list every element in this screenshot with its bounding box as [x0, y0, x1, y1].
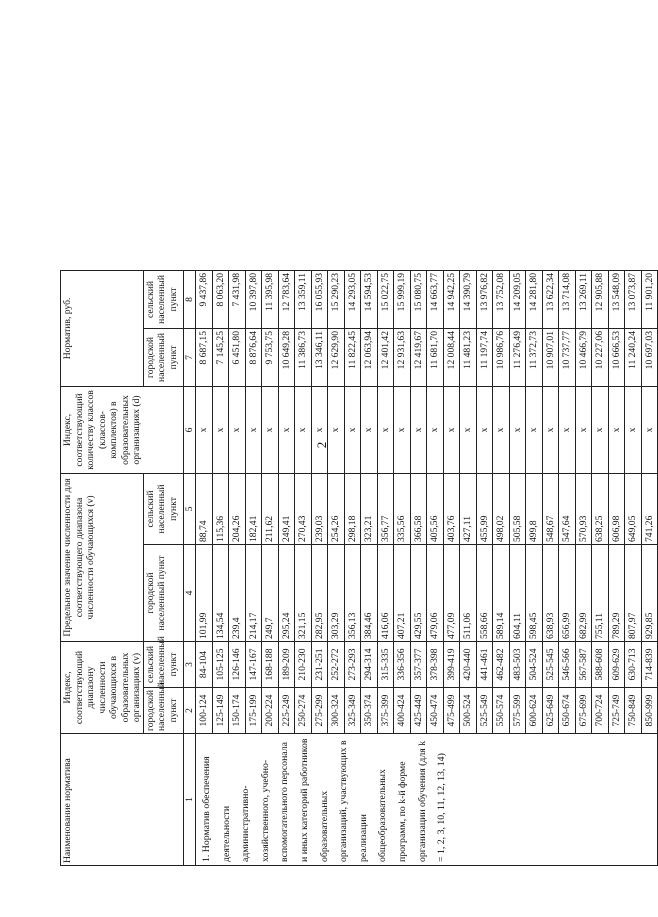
- rural-limit-cell: 499,8: [526, 473, 543, 544]
- norm-name-cell: 1. Норматив обеспечения деятельности административно-хозяйственного, учебно-вспомогательного персонала и иных категорий работников образовательных организаций, участвующих в реализации общеобразовательных программ, по k-й форме организации обучения (для k = 1, 2, 3, 10, 11, 12, 13, 14): [196, 734, 658, 866]
- city-norm-cell: 8 687,15: [196, 328, 213, 386]
- city-range-cell: 375-399: [377, 688, 394, 734]
- city-range-cell: 575-599: [509, 688, 526, 734]
- rural-norm-cell: 13 976,82: [476, 270, 493, 328]
- header-index-d: Индекс, соответствующий количеству классов (классов-комплектов) в образовательных организациях (d): [61, 386, 184, 473]
- rural-norm-cell: 14 293,05: [344, 270, 361, 328]
- city-norm-cell: 11 481,23: [460, 328, 477, 386]
- col-number: 6: [183, 386, 196, 473]
- rural-limit-cell: 403,76: [443, 473, 460, 544]
- city-range-cell: 350-374: [361, 688, 378, 734]
- city-range-cell: 675-699: [575, 688, 592, 734]
- rural-limit-cell: 204,26: [229, 473, 246, 544]
- city-norm-cell: 6 451,80: [229, 328, 246, 386]
- rural-range-cell: 273-293: [344, 641, 361, 687]
- rural-limit-cell: 323,21: [361, 473, 378, 544]
- city-range-cell: 150-174: [229, 688, 246, 734]
- city-limit-cell: 589,14: [493, 544, 510, 641]
- city-limit-cell: 356,13: [344, 544, 361, 641]
- rural-range-cell: 525-545: [542, 641, 559, 687]
- rural-range-cell: 189-209: [278, 641, 295, 687]
- city-limit-cell: 789,29: [608, 544, 625, 641]
- city-limit-cell: 638,93: [542, 544, 559, 641]
- city-limit-cell: 384,46: [361, 544, 378, 641]
- city-limit-cell: 755,11: [592, 544, 609, 641]
- rural-norm-cell: 13 752,08: [493, 270, 510, 328]
- index-d-cell: x: [542, 386, 559, 473]
- rural-norm-cell: 14 942,25: [443, 270, 460, 328]
- city-norm-cell: 12 629,90: [328, 328, 345, 386]
- rural-limit-cell: 570,93: [575, 473, 592, 544]
- rural-range-cell: 231-251: [311, 641, 328, 687]
- city-limit-cell: 134,54: [212, 544, 229, 641]
- rural-range-cell: 84-104: [196, 641, 213, 687]
- city-norm-cell: 11 372,73: [526, 328, 543, 386]
- rural-limit-cell: 211,62: [262, 473, 279, 544]
- city-range-cell: 300-324: [328, 688, 345, 734]
- city-limit-cell: 477,09: [443, 544, 460, 641]
- header-city: городской населенный пункт: [143, 688, 183, 734]
- rural-norm-cell: 14 209,05: [509, 270, 526, 328]
- city-range-cell: 250-274: [295, 688, 312, 734]
- index-d-cell: x: [410, 386, 427, 473]
- city-limit-cell: 656,99: [559, 544, 576, 641]
- col-number: 7: [183, 328, 196, 386]
- rural-norm-cell: 12 905,88: [592, 270, 609, 328]
- rural-limit-cell: 638,25: [592, 473, 609, 544]
- rural-range-cell: 420-440: [460, 641, 477, 687]
- rural-norm-cell: 15 290,23: [328, 270, 345, 328]
- rural-norm-cell: 12 783,64: [278, 270, 295, 328]
- index-d-cell: x: [608, 386, 625, 473]
- rural-norm-cell: 11 395,98: [262, 270, 279, 328]
- rural-limit-cell: 115,36: [212, 473, 229, 544]
- rural-limit-cell: 335,56: [394, 473, 411, 544]
- rural-limit-cell: 270,43: [295, 473, 312, 544]
- city-range-cell: 400-424: [394, 688, 411, 734]
- city-norm-cell: 12 008,44: [443, 328, 460, 386]
- city-range-cell: 700-724: [592, 688, 609, 734]
- rural-range-cell: 483-503: [509, 641, 526, 687]
- rural-range-cell: 357-377: [410, 641, 427, 687]
- rural-norm-cell: 14 663,77: [427, 270, 444, 328]
- header-city-norm: городской населенный пункт: [143, 328, 183, 386]
- index-d-cell: x: [526, 386, 543, 473]
- city-norm-cell: 12 401,42: [377, 328, 394, 386]
- rural-norm-cell: 11 901,20: [641, 270, 658, 328]
- city-norm-cell: 11 197,74: [476, 328, 493, 386]
- city-limit-cell: 682,99: [575, 544, 592, 641]
- rotated-table-container: [60, 58, 655, 866]
- city-range-cell: 125-149: [212, 688, 229, 734]
- city-range-cell: 850-999: [641, 688, 658, 734]
- index-d-cell: x: [344, 386, 361, 473]
- rural-limit-cell: 741,26: [641, 473, 658, 544]
- header-limit-v: Предельное значение численности для соответствующего диапазона численности обучающихся (v): [61, 473, 144, 641]
- rural-limit-cell: 427,11: [460, 473, 477, 544]
- city-limit-cell: 303,29: [328, 544, 345, 641]
- city-range-cell: 325-349: [344, 688, 361, 734]
- city-norm-cell: 10 907,01: [542, 328, 559, 386]
- rural-limit-cell: 366,58: [410, 473, 427, 544]
- city-limit-cell: 295,24: [278, 544, 295, 641]
- city-limit-cell: 558,66: [476, 544, 493, 641]
- index-d-cell: x: [377, 386, 394, 473]
- index-d-cell: x: [641, 386, 658, 473]
- city-range-cell: 525-549: [476, 688, 493, 734]
- index-d-cell: x: [245, 386, 262, 473]
- rural-limit-cell: 249,41: [278, 473, 295, 544]
- rural-range-cell: 546-566: [559, 641, 576, 687]
- rural-range-cell: 378-398: [427, 641, 444, 687]
- index-d-cell: x: [361, 386, 378, 473]
- city-norm-cell: 11 822,45: [344, 328, 361, 386]
- city-norm-cell: 10 227,06: [592, 328, 609, 386]
- city-norm-cell: 10 737,77: [559, 328, 576, 386]
- rural-range-cell: 567-587: [575, 641, 592, 687]
- rural-range-cell: 441-461: [476, 641, 493, 687]
- rural-range-cell: 609-629: [608, 641, 625, 687]
- col-number: 1: [183, 734, 196, 866]
- city-norm-cell: 11 386,73: [295, 328, 312, 386]
- city-limit-cell: 407,21: [394, 544, 411, 641]
- rural-norm-cell: 7 431,98: [229, 270, 246, 328]
- rural-limit-cell: 405,56: [427, 473, 444, 544]
- index-d-cell: x: [229, 386, 246, 473]
- rural-limit-cell: 182,41: [245, 473, 262, 544]
- index-d-cell: x: [328, 386, 345, 473]
- city-limit-cell: 249,7: [262, 544, 279, 641]
- rural-norm-cell: 9 437,86: [196, 270, 213, 328]
- index-d-cell: x: [311, 386, 328, 473]
- index-d-cell: x: [460, 386, 477, 473]
- city-limit-cell: 598,45: [526, 544, 543, 641]
- col-number: 8: [183, 270, 196, 328]
- rural-norm-cell: 15 080,75: [410, 270, 427, 328]
- table-row: [196, 57, 213, 865]
- city-norm-cell: 10 649,28: [278, 328, 295, 386]
- city-limit-cell: 239,4: [229, 544, 246, 641]
- rural-limit-cell: 88,74: [196, 473, 213, 544]
- rural-range-cell: 315-335: [377, 641, 394, 687]
- city-range-cell: 650-674: [559, 688, 576, 734]
- rural-norm-cell: 14 390,79: [460, 270, 477, 328]
- city-limit-cell: 282,95: [311, 544, 328, 641]
- rural-norm-cell: 13 073,87: [625, 270, 642, 328]
- rural-range-cell: 126-146: [229, 641, 246, 687]
- rural-range-cell: 504-524: [526, 641, 543, 687]
- rural-limit-cell: 455,99: [476, 473, 493, 544]
- rural-range-cell: 714-839: [641, 641, 658, 687]
- rural-range-cell: 105-125: [212, 641, 229, 687]
- rural-limit-cell: 649,05: [625, 473, 642, 544]
- index-d-cell: x: [394, 386, 411, 473]
- rural-limit-cell: 498,02: [493, 473, 510, 544]
- rural-range-cell: 294-314: [361, 641, 378, 687]
- index-d-cell: x: [493, 386, 510, 473]
- city-limit-cell: 929,85: [641, 544, 658, 641]
- col-number: 3: [183, 641, 196, 687]
- rural-limit-cell: 356,77: [377, 473, 394, 544]
- header-rural: сельский населенный пункт: [143, 641, 183, 687]
- index-d-cell: x: [212, 386, 229, 473]
- city-norm-cell: 12 419,67: [410, 328, 427, 386]
- rural-norm-cell: 13 622,34: [542, 270, 559, 328]
- city-range-cell: 425-449: [410, 688, 427, 734]
- city-limit-cell: 429,55: [410, 544, 427, 641]
- rural-limit-cell: 239,03: [311, 473, 328, 544]
- rural-norm-cell: 13 269,11: [575, 270, 592, 328]
- index-d-cell: x: [295, 386, 312, 473]
- rural-limit-cell: 254,26: [328, 473, 345, 544]
- index-d-cell: x: [625, 386, 642, 473]
- city-range-cell: 725-749: [608, 688, 625, 734]
- index-d-cell: x: [262, 386, 279, 473]
- city-limit-cell: 214,17: [245, 544, 262, 641]
- index-d-cell: x: [278, 386, 295, 473]
- index-d-cell: x: [427, 386, 444, 473]
- city-norm-cell: 13 346,11: [311, 328, 328, 386]
- table-body: [196, 57, 658, 865]
- normative-table: [60, 57, 658, 866]
- city-norm-cell: 11 276,49: [509, 328, 526, 386]
- rural-limit-cell: 548,67: [542, 473, 559, 544]
- rural-range-cell: 168-188: [262, 641, 279, 687]
- rural-norm-cell: 10 397,80: [245, 270, 262, 328]
- city-range-cell: 550-574: [493, 688, 510, 734]
- city-range-cell: 100-124: [196, 688, 213, 734]
- rural-norm-cell: 13 359,11: [295, 270, 312, 328]
- rural-range-cell: 336-356: [394, 641, 411, 687]
- rural-norm-cell: 15 999,19: [394, 270, 411, 328]
- rural-range-cell: 630-713: [625, 641, 642, 687]
- header-city-limit: городской населенный пункт: [143, 544, 183, 641]
- rural-norm-cell: 14 594,53: [361, 270, 378, 328]
- city-norm-cell: 10 986,76: [493, 328, 510, 386]
- city-norm-cell: 11 240,24: [625, 328, 642, 386]
- col-number: 4: [183, 544, 196, 641]
- city-limit-cell: 511,06: [460, 544, 477, 641]
- city-limit-cell: 416,06: [377, 544, 394, 641]
- city-norm-cell: 10 697,03: [641, 328, 658, 386]
- city-norm-cell: 7 145,25: [212, 328, 229, 386]
- city-limit-cell: 321,15: [295, 544, 312, 641]
- index-d-cell: x: [559, 386, 576, 473]
- city-norm-cell: 10 466,79: [575, 328, 592, 386]
- rural-limit-cell: 547,64: [559, 473, 576, 544]
- city-norm-cell: 8 876,64: [245, 328, 262, 386]
- city-norm-cell: 12 931,63: [394, 328, 411, 386]
- city-norm-cell: 12 063,94: [361, 328, 378, 386]
- rural-limit-cell: 298,18: [344, 473, 361, 544]
- rural-range-cell: 147-167: [245, 641, 262, 687]
- rural-norm-cell: 13 548,09: [608, 270, 625, 328]
- rural-norm-cell: 8 063,20: [212, 270, 229, 328]
- rural-range-cell: 462-482: [493, 641, 510, 687]
- city-range-cell: 225-249: [278, 688, 295, 734]
- index-d-cell: x: [575, 386, 592, 473]
- rural-norm-cell: 15 022,75: [377, 270, 394, 328]
- col-number: 2: [183, 688, 196, 734]
- city-range-cell: 500-524: [460, 688, 477, 734]
- index-d-cell: x: [196, 386, 213, 473]
- city-range-cell: 475-499: [443, 688, 460, 734]
- page-number: 2: [314, 441, 329, 449]
- rural-norm-cell: 14 281,80: [526, 270, 543, 328]
- header-norm: Норматив, руб.: [61, 270, 144, 386]
- rural-norm-cell: 13 714,08: [559, 270, 576, 328]
- index-d-cell: x: [592, 386, 609, 473]
- city-range-cell: 600-624: [526, 688, 543, 734]
- city-norm-cell: 10 666,53: [608, 328, 625, 386]
- city-limit-cell: 479,06: [427, 544, 444, 641]
- header-name: Наименование норматива: [61, 734, 184, 866]
- city-range-cell: 175-199: [245, 688, 262, 734]
- city-limit-cell: 101,99: [196, 544, 213, 641]
- index-d-cell: x: [443, 386, 460, 473]
- rural-range-cell: 210-230: [295, 641, 312, 687]
- city-range-cell: 625-649: [542, 688, 559, 734]
- city-limit-cell: 807,97: [625, 544, 642, 641]
- city-range-cell: 275-299: [311, 688, 328, 734]
- city-range-cell: 750-849: [625, 688, 642, 734]
- index-d-cell: x: [476, 386, 493, 473]
- city-range-cell: 200-224: [262, 688, 279, 734]
- rural-range-cell: 588-608: [592, 641, 609, 687]
- city-norm-cell: 11 681,70: [427, 328, 444, 386]
- header-index-v: Индекс, соответствующий диапазону численности обучающихся в образовательных организациях (v): [61, 641, 144, 733]
- rural-limit-cell: 505,58: [509, 473, 526, 544]
- city-limit-cell: 604,11: [509, 544, 526, 641]
- rural-range-cell: 399-419: [443, 641, 460, 687]
- rural-range-cell: 252-272: [328, 641, 345, 687]
- rural-limit-cell: 606,98: [608, 473, 625, 544]
- blank-area: [61, 57, 196, 270]
- header-rural-norm: сельский населенный пункт: [143, 270, 183, 328]
- col-number: 5: [183, 473, 196, 544]
- header-rural-limit: сельский населенный пункт: [143, 473, 183, 544]
- rural-norm-cell: 16 055,93: [311, 270, 328, 328]
- city-norm-cell: 9 753,75: [262, 328, 279, 386]
- city-range-cell: 450-474: [427, 688, 444, 734]
- index-d-cell: x: [509, 386, 526, 473]
